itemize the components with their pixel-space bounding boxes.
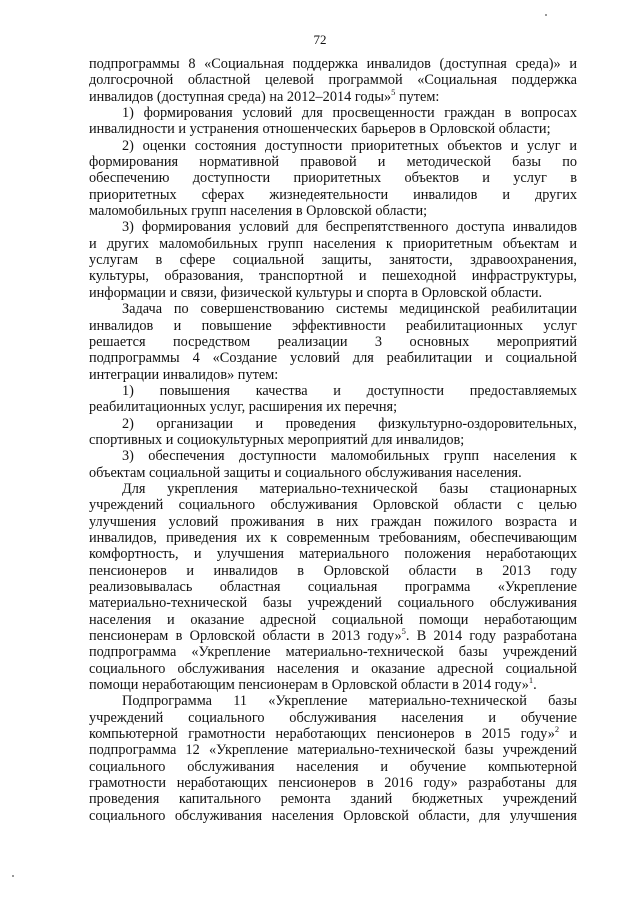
text-segment: помощи неработающим пенсионерам в Орловской области в 2014 году» (89, 677, 529, 694)
footnote-marker: 1 (528, 675, 534, 686)
text-line: подпрограмма «Укрепление материально-технической базы учреждений (89, 644, 577, 661)
text-line: подпрограммы 4 «Создание условий для реабилитации и социальной (89, 350, 577, 367)
text-segment: компьютерной грамотности неработающих пенсионеров в 2015 году» (89, 726, 555, 743)
text-line: обеспечению доступности приоритетных объектов и услуг в (89, 170, 577, 187)
text-line: 3) формирования условий для беспрепятственного доступа инвалидов (122, 219, 577, 236)
text-line: реабилитационных услуг, расширения их перечня; (89, 399, 398, 416)
text-line: услугам в сфере социальной защиты, занятости, здравоохранения, (89, 252, 577, 269)
text-line: инвалидов, приведения их к современным требованиям, обеспечивающим (89, 529, 577, 546)
page-number: 72 (313, 32, 327, 47)
scan-speck (545, 14, 547, 16)
text-line: населения и оказание адресной социальной помощи неработающим (89, 611, 577, 628)
text-line: комфортность, и улучшения материального положения неработающих (89, 546, 577, 563)
text-segment: инвалидов (доступная среда) на 2012–2014 годы» (89, 88, 392, 105)
text-line: спортивных и социокультурных мероприятий для инвалидов; (89, 431, 465, 448)
text-line: маломобильных групп населения в Орловской области; (89, 203, 428, 220)
text-line (89, 726, 577, 742)
text-line: 1) повышения качества и доступности предоставляемых (122, 382, 577, 399)
text-line: 3) обеспечения доступности маломобильных групп населения к (122, 448, 577, 465)
paragraph-6 (89, 383, 577, 416)
paragraph-3 (89, 138, 577, 220)
text-line: решается посредством реализации 3 основных мероприятий (89, 333, 577, 350)
text-line: культуры, образования, транспортной и пешеходной инфраструктуры, (89, 268, 577, 285)
text-line: 2) оценки состояния доступности приоритетных объектов и услуг и (122, 137, 577, 154)
text-line: социального обслуживания населения и оказание адресной социальной (89, 660, 577, 677)
text-line (89, 86, 577, 105)
text-line: долгосрочной областной целевой программой «Социальная поддержка (89, 72, 577, 89)
text-line: пенсионеров и инвалидов в Орловской области в 2013 году (89, 562, 577, 579)
text-line: социального обслуживания населения Орловской области, для улучшения (89, 807, 577, 824)
text-line: подпрограммы 8 «Социальная поддержка инвалидов (доступная среда)» и (89, 56, 577, 72)
text-line: интеграции инвалидов» путем: (89, 366, 279, 383)
text-line: реализовывалась областная социальная программа «Укрепление (89, 579, 577, 595)
document-body (89, 56, 577, 824)
footnote-marker: 5 (401, 626, 406, 637)
text-line: 2) организации и проведения физкультурно-оздоровительных, (122, 415, 577, 432)
text-line: материально-технической базы учреждений социального обслуживания (89, 595, 577, 612)
text-line: объектам социальной защиты и социального обслуживания населения. (89, 464, 522, 481)
text-line: информации и связи, физической культуры и спорта в Орловской области. (89, 284, 543, 301)
paragraph-9 (89, 481, 577, 693)
text-line: и других маломобильных групп населения к приоритетным объектам и (89, 235, 577, 252)
text-line: Задача по совершенствованию системы медицинской реабилитации (122, 301, 577, 318)
paragraph-8 (89, 448, 577, 481)
text-line (89, 628, 577, 644)
scan-speck (12, 875, 14, 877)
paragraph-5 (89, 301, 577, 383)
text-segment: . (533, 677, 537, 694)
text-line: инвалидов и повышение эффективности реабилитационных услуг (89, 317, 577, 334)
text-line: 1) формирования условий для просвещенности граждан в вопросах (122, 105, 577, 122)
text-segment: и (559, 726, 577, 743)
text-line: проведения капитального ремонта зданий бюджетных учреждений (89, 791, 577, 808)
footnote-marker: 5 (391, 86, 396, 97)
text-line: грамотности неработающих пенсионеров в 2016 году» разработаны для (89, 775, 577, 792)
footnote-marker: 2 (554, 724, 560, 735)
paragraph-10 (89, 693, 577, 824)
text-segment: путем: (395, 88, 440, 105)
text-line: формирования нормативной правовой и методической базы по (89, 154, 577, 171)
text-line: приоритетных сферах жизнедеятельности инвалидов и других (89, 186, 577, 203)
text-segment: . В 2014 году разработана (405, 628, 577, 645)
text-line: инвалидности и устранения отношенческих барьеров в Орловской области; (89, 121, 551, 138)
text-line: улучшения условий проживания в них граждан пожилого возраста и (89, 513, 577, 530)
text-line (89, 677, 577, 693)
text-segment: пенсионерам в Орловской области в 2013 году» (89, 628, 402, 645)
text-line: социального обслуживания населения и обучение компьютерной (89, 758, 577, 775)
paragraph-4 (89, 219, 577, 301)
text-line: подпрограмма 12 «Укрепление материально-технической базы учреждений (89, 742, 577, 759)
paragraph-2 (89, 105, 577, 138)
paragraph-7 (89, 416, 577, 449)
text-line: Для укрепления материально-технической базы стационарных (122, 480, 577, 497)
text-line: учреждений социального обслуживания Орловской области с целью (89, 497, 577, 514)
text-line: Подпрограмма 11 «Укрепление материально-технической базы (122, 693, 577, 710)
paragraph-1 (89, 56, 577, 105)
text-line: учреждений социального обслуживания населения и обучение (89, 709, 577, 726)
